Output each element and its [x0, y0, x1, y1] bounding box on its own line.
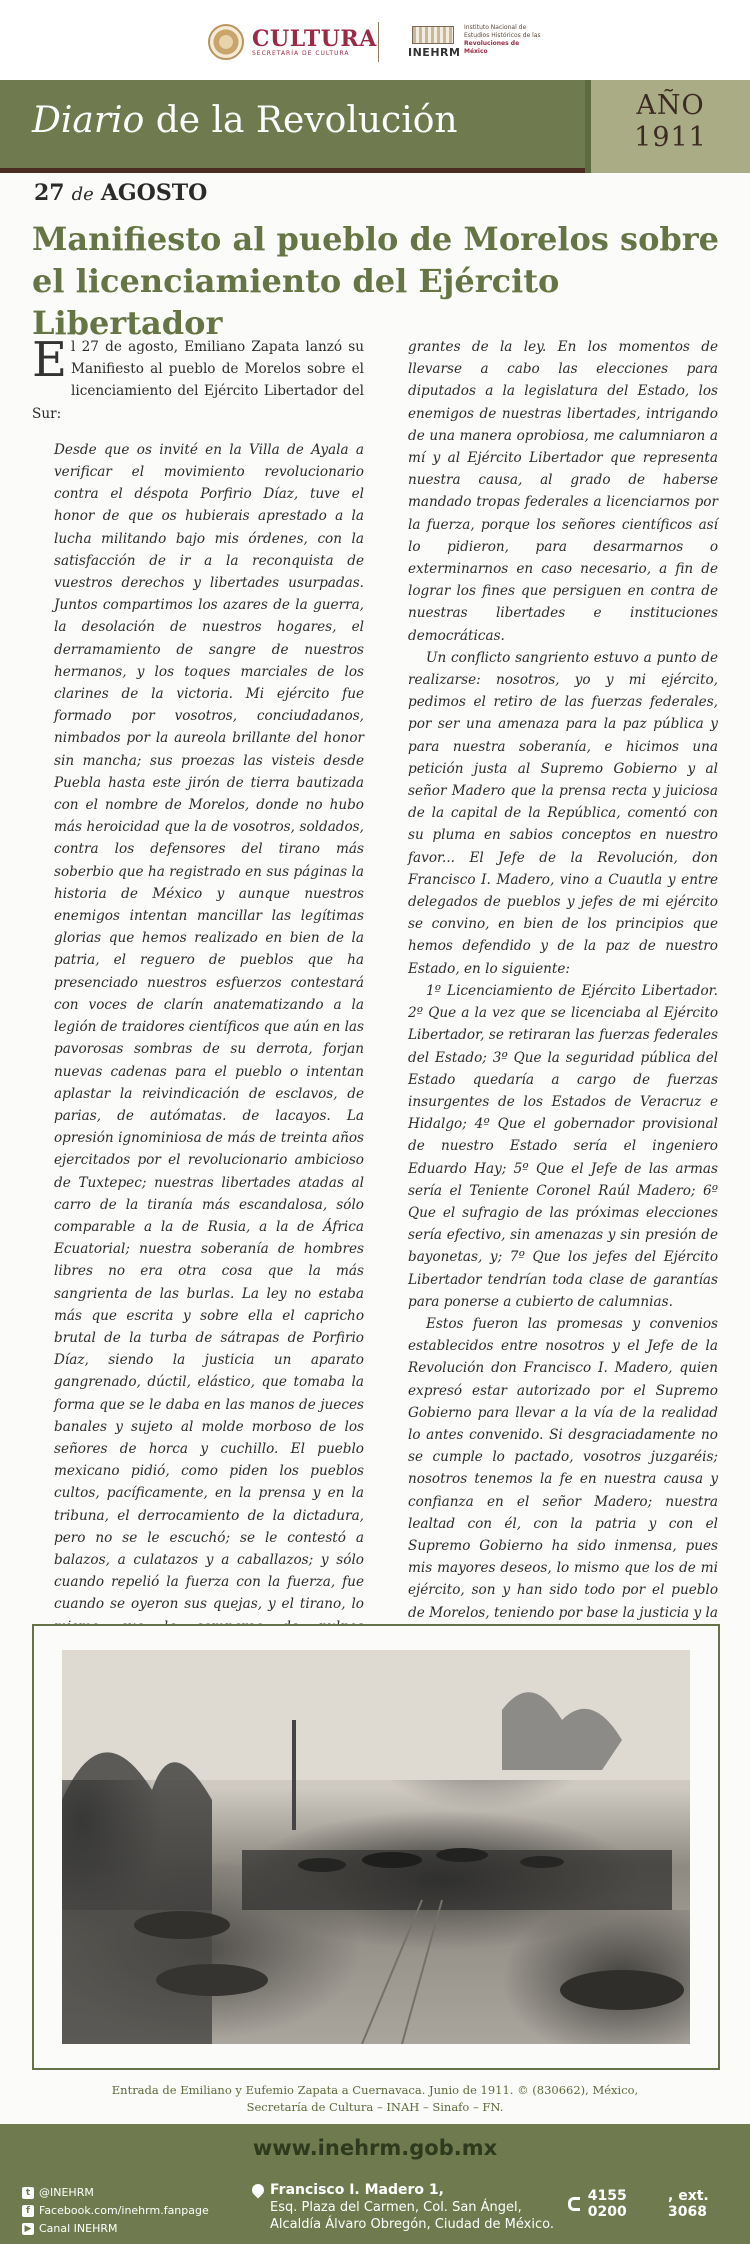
year-value: 1911 [634, 122, 707, 153]
channel-link[interactable]: ▶ Canal INEHRM [22, 2220, 209, 2238]
play-icon: ▶ [22, 2223, 34, 2235]
phone-icon [568, 2197, 580, 2211]
manifesto-quote: Desde que os invité en la Villa de Ayala a verificar el movimiento revolucionario contra el déspota Porfirio Díaz, tuve el honor de que os hubierais aprestado a la lucha militando bajo mis órdenes, con la satisfacción de ir a la reconquista de vuestros derechos y libertades usurpadas. Juntos compartimos los azares de la guerra, la desolación de nuestros hogares, el derramamiento de sangre de nuestros hermanos, y los toques marciales de los clarines de la victoria. Mi ejército fue formado por vosotros, conciudadanos, nimbados por la aureola brillante del honor sin mancha; sus proezas las visteis desde Puebla hasta este jirón de tierra bautizada con el nombre de Morelos, donde no hubo más heroicidad que la de vosotros, soldados, contra los defensores del tirano más soberbio que ha registrado en sus páginas la historia de México y aunque nuestros enemigos intentan mancillar las legítimas glorias que hemos realizado en bien de la patria, el reguero de pueblos que ha presenciado nuestros esfuerzos contestará con voces de clarín anatematizando a la legión de traidores científicos que aún en las pavorosas sombras de su derrota, forjan nuevas cadenas para el pueblo o intentan aplastar la reivindicación de esclavos, de parias, de autómatas. de lacayos. La opresión ignominiosa de más de treinta años ejercitados por el revolucionario ambicioso de Tuxtepec; nuestras libertades atadas al carro de la tiranía más escandalosa, sólo comparable a la de Rusia, a la de África Ecuatorial; nuestra soberanía de hombres libres no era otra cosa que la más sangrienta de las burlas. La ley no estaba más que escrita y sobre ella el capricho brutal de la turba de sátrapas de Porfirio Díaz, siendo la justicia un aparato gangrenado, dúctil, elástico, que tomaba la forma que se le daba en las manos de jueces banales y sujeto al molde morboso de los señores de horca y cuchillo. El pueblo mexicano pidió, como piden los pueblos cultos, pacíficamente, en la prensa y en la tribuna, el derrocamiento de la dictadura, pero no se le escuchó; se le contestó a balazos, a culatazos y a caballazos; y sólo cuando repelió la fuerza con la fuerza, fue cuando se oyeron sus quejas, y el tirano, lo [54, 441, 364, 1613]
page-title: Manifiesto al pueblo de Morelos sobre el licenciamiento del Ejército Libertador [32, 220, 719, 342]
header-logos [0, 0, 750, 80]
manifesto-quote-continued: grantes de la ley. En los momentos de llevarse a cabo las elecciones para diputados a la legislatura del Estado, los enemigos de nuestras libertades, intrigando de una manera oprobiosa, me calumniaron a mí y al Ejército Libertador que representa nuestra causa, al grado de haberse mandado tropas federales a licenciarnos por la fuerza, porque los señores científicos así lo pidieron, para desarmarnos o exterminarnos en caso necesario, a fin de lograr los fines que persiguen en contra de nuestras libertades e instituciones democráticas. Un conflicto sangriento estuvo a punto de realizarse: nosotros, yo y mi ejército, pedimos el retiro de las fuerzas federales, por ser una amenaza para la paz pública y para nuestra soberanía, e hicimos una petición justa al Supremo Gobierno y al señor Madero que la prensa recta y juiciosa de la capital de la República, comentó con su pluma en sabios conceptos en nuestro favor... El Jefe de la Revolución, don Francisco I. Madero, vino a Cuautla y entre delegados de pueblos y jefes de mi ejército se convino, en bien de los principios que hemos defendido y de la paz de nuestro Estado, en lo siguiente: 1º Licenciamiento de Ejército Libertador. 2º Que a la vez que se licenciaba al Ejército Libertador, se retiraran las fuerzas federales del Estado; 3º Que la seguridad pública del Estado quedaría a cargo de fuerzas insurgentes de los Estados de Veracruz e Hidalgo; 4º Que el gobernador provisional de nuestro Estado sería el ingeniero Eduardo Hay; 5º Que el Jefe de las armas sería el Teniente Coronel Raúl Madero; 6º Que el sufragio de las próximas elecciones sería efectivo, sin amenazas y sin presión de bayonetas, y; 7º Que los jefes del Ejército Libertador tendrían toda clase de garantías para ponerse a cubierto de calumnias. Estos fueron las promesas y convenios establecidos entre nosotros y el Jefe de la Revolución don Francisco I. Madero, quien expresó estar autorizado por el Supremo Gobierno para llevar a la vía de la realidad lo antes convenido. Si desgraciadamente no se cumple lo pactado, vosotros juzgaréis; nosotros tenemos la fe en nuestra causa y confianza en el señor Madero; nuestra lealtad con él, con la patria y con el Supremo Gobierno ha sido inmensa, pues mis mayores deseos, lo mismo que los de mi ejército, son y han sido todo por el pueblo de Morelos, teniendo por base la justicia y la [408, 339, 718, 1621]
intro-paragraph: El 27 de agosto, Emiliano Zapata lanzó su Manifiesto al pueblo de Morelos sobre el licenciamiento del Ejército Libertador del Sur: [32, 332, 364, 422]
photo-caption: Entrada de Emiliano y Eufemio Zapata a Cuernavaca. Junio de 1911. © (830662), México, Secretaría de Cultura – INAH – Sinafo – FN. [111, 2083, 639, 2114]
inehrm-description: Instituto Nacional de Estudios Históricos de las Revoluciones de México [464, 24, 541, 55]
year-badge [585, 80, 750, 173]
twitter-link[interactable]: t @INEHRM [22, 2184, 209, 2202]
photo-frame [32, 1624, 720, 2070]
social-links [22, 2184, 209, 2238]
inehrm-logo [408, 24, 544, 60]
facebook-icon: f [22, 2205, 34, 2217]
location-pin-icon [250, 2182, 267, 2199]
phone-number: 4155 0200 , ext. 3068 [568, 2188, 750, 2220]
facebook-link[interactable]: f Facebook.com/inehrm.fanpage [22, 2202, 209, 2220]
cultura-logo [208, 22, 377, 62]
cultura-title: CULTURA [252, 25, 377, 52]
historic-photo [62, 1650, 690, 2044]
cultura-subtitle: SECRETARÍA DE CULTURA [252, 49, 350, 57]
website-link[interactable]: www.inehrm.gob.mx [252, 2136, 498, 2160]
coat-of-arms-icon [208, 24, 244, 60]
logo-divider [378, 22, 379, 62]
footer [0, 2124, 750, 2244]
date-line: 27 de AGOSTO [34, 180, 208, 206]
building-icon [412, 26, 454, 44]
drop-cap: E [32, 332, 68, 388]
series-title: Diario de la Revolución [32, 100, 458, 141]
year-label: AÑO [636, 90, 705, 121]
inehrm-name: INEHRM [408, 46, 461, 59]
address: Francisco I. Madero 1, Esq. Plaza del Carmen, Col. San Ángel, Alcaldía Álvaro Obregón, Ciudad de México. [252, 2182, 554, 2233]
twitter-icon: t [22, 2187, 34, 2199]
